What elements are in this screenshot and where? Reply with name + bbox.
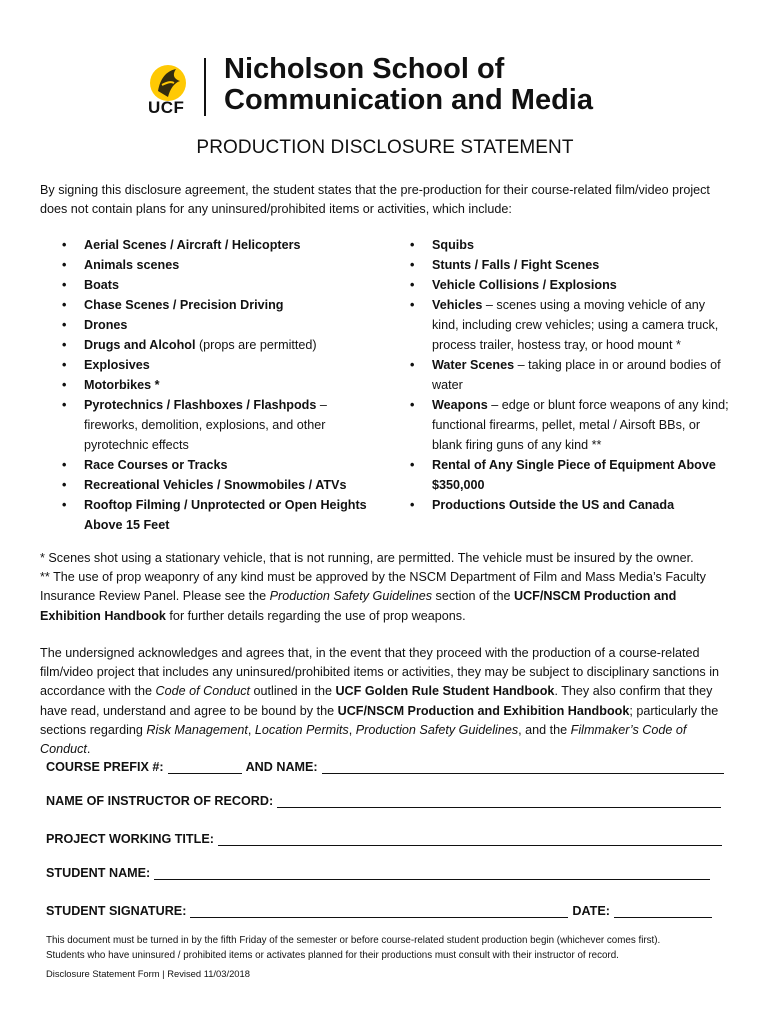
project-title-input[interactable] (218, 832, 722, 846)
list-item: • Recreational Vehicles / Snowmobiles / ATVs (62, 475, 372, 495)
footnote-weapons: ** The use of prop weaponry of any kind must be approved by the NSCM Department of Film and Mass Media’s Faculty Insurance Review Panel. Please see the Production Safety Guidelines section of the UCF/NSCM Production and Exhibition Handbook for further details regarding the use of prop weapons. (40, 570, 706, 623)
list-item: • Rooftop Filming / Unprotected or Open Heights Above 15 Feet (62, 495, 372, 535)
student-name-field-row (46, 866, 714, 880)
student-name-label: STUDENT NAME: (46, 866, 151, 880)
list-item: • Drones (62, 315, 372, 335)
list-item: • Explosives (62, 355, 372, 375)
submission-note (46, 933, 726, 963)
acknowledgement-paragraph: The undersigned acknowledges and agrees that, in the event that they proceed with the production of a course-related film/video project that includes any uninsured/prohibited items or activities, they may be subject to disciplinary sanctions in accordance with the Code of Conduct outlined in the UCF Golden Rule Student Handbook. They also confirm that they have read, understand and agree to be bound by the UCF/NSCM Production and Exhibition Handbook; particularly the sections regarding Risk Management, Location Permits, Production Safety Guidelines, and the Filmmaker’s Code of Conduct. (40, 646, 719, 757)
prohibited-list-right (410, 235, 730, 515)
list-item: • Chase Scenes / Precision Driving (62, 295, 372, 315)
header-divider (204, 58, 206, 116)
course-name-label: AND NAME: (245, 760, 318, 774)
course-name-input[interactable] (322, 760, 724, 774)
header (144, 52, 664, 118)
list-item: • Aerial Scenes / Aircraft / Helicopters (62, 235, 372, 255)
school-name (224, 54, 593, 116)
list-item: • Motorbikes * (62, 375, 372, 395)
footnotes (40, 549, 730, 626)
list-item: • Productions Outside the US and Canada (410, 495, 730, 515)
project-title-field-row (46, 832, 726, 846)
list-item: • Boats (62, 275, 372, 295)
signature-label: STUDENT SIGNATURE: (46, 904, 187, 918)
course-field-row (46, 760, 728, 774)
school-name-line1: Nicholson School of (224, 53, 505, 85)
ucf-logo-text: UCF (148, 98, 185, 117)
instructor-label: NAME OF INSTRUCTOR OF RECORD: (46, 794, 274, 808)
list-item: • Squibs (410, 235, 730, 255)
list-item: • Water Scenes – taking place in or around bodies of water (410, 355, 730, 395)
signature-input[interactable] (190, 904, 568, 918)
list-item: • Rental of Any Single Piece of Equipment Above $350,000 (410, 455, 730, 495)
list-item: • Pyrotechnics / Flashboxes / Flashpods – fireworks, demolition, explosions, and other pyrotechnic effects (62, 395, 372, 455)
list-item: • Animals scenes (62, 255, 372, 275)
list-item: • Vehicles – scenes using a moving vehicle of any kind, including crew vehicles; using a camera truck, process trailer, hostess tray, or hood mount * (410, 295, 730, 355)
document-title: PRODUCTION DISCLOSURE STATEMENT (196, 137, 574, 158)
instructor-input[interactable] (277, 794, 721, 808)
revision-footer: Disclosure Statement Form | Revised 11/03/2018 (46, 968, 250, 979)
list-item: • Drugs and Alcohol (props are permitted) (62, 335, 372, 355)
student-name-input[interactable] (154, 866, 710, 880)
school-name-line2: Communication and Media (224, 84, 593, 116)
footnote-vehicle: * Scenes shot using a stationary vehicle, that is not running, are permitted. The vehicle must be insured by the owner. (40, 551, 694, 565)
course-prefix-label: COURSE PREFIX #: (46, 760, 164, 774)
submission-note-line1: This document must be turned in by the fifth Friday of the semester or before course-related student production begin (whichever comes first). (46, 935, 661, 946)
course-prefix-input[interactable] (168, 760, 242, 774)
intro-paragraph: By signing this disclosure agreement, the student states that the pre-production for their course-related film/video project does not contain plans for any uninsured/prohibited items or activities, which include: (40, 183, 710, 217)
instructor-field-row (46, 794, 725, 808)
date-label: DATE: (572, 904, 610, 918)
list-item: • Weapons – edge or blunt force weapons of any kind; functional firearms, pellet, metal / Airsoft BBs, or blank firing guns of any kind ** (410, 395, 730, 455)
prohibited-list-left (62, 235, 372, 535)
signature-field-row (46, 904, 716, 918)
submission-note-line2: Students who have uninsured / prohibited items or activates planned for their productions must consult with their instructor of record. (46, 950, 619, 961)
list-item: • Vehicle Collisions / Explosions (410, 275, 730, 295)
list-item: • Stunts / Falls / Fight Scenes (410, 255, 730, 275)
list-item: • Race Courses or Tracks (62, 455, 372, 475)
project-title-label: PROJECT WORKING TITLE: (46, 832, 214, 846)
date-input[interactable] (614, 904, 712, 918)
